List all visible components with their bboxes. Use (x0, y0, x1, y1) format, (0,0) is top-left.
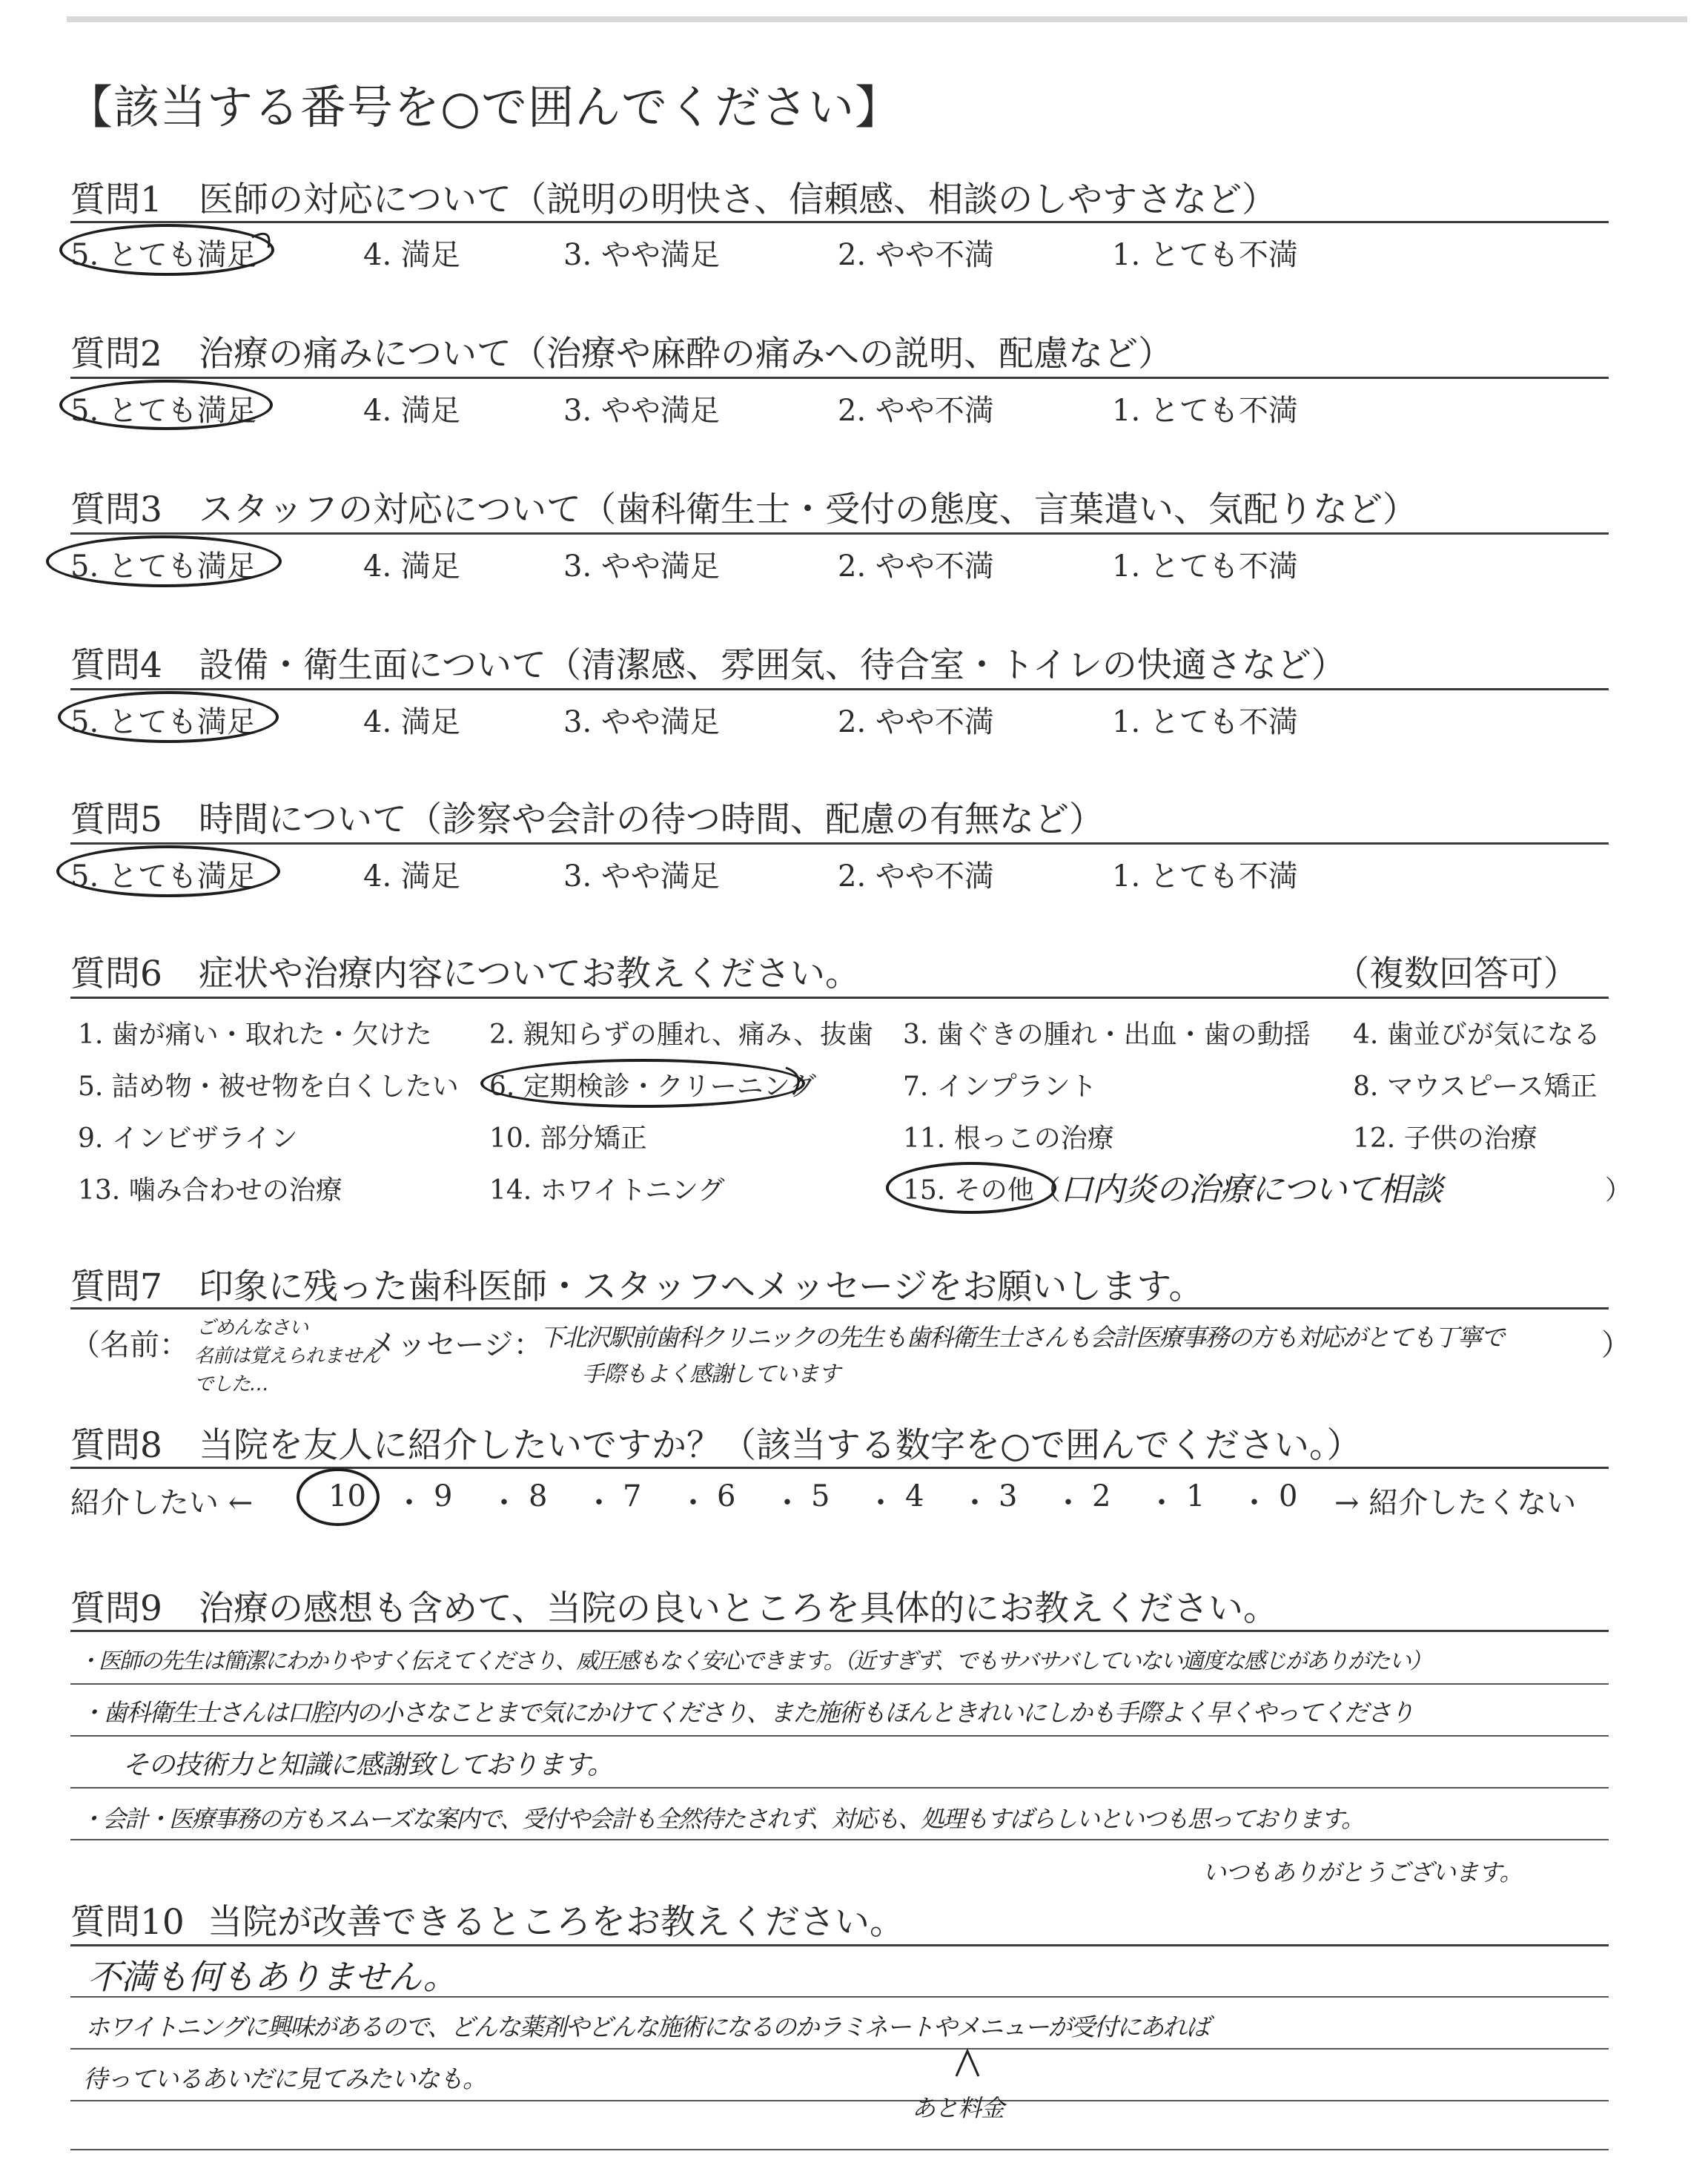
q6-option-13[interactable]: 13. 噛み合わせの治療 (78, 1175, 342, 1206)
q2-text: 治療の痛みについて（治療や麻酔の痛みへの説明、配慮など） (199, 334, 1174, 374)
q10-label: 質問10 (70, 1902, 185, 1943)
page-title: 【該当する番号を○で囲んでください】 (67, 80, 902, 134)
q7-message-label: メッセージ： (367, 1328, 543, 1362)
q3-option-2[interactable]: 2. やや不満 (838, 549, 994, 584)
q6-option-11[interactable]: 11. 根っこの治療 (903, 1123, 1114, 1154)
q6-text: 症状や治療内容についてお教えください。 (199, 954, 861, 994)
q4-option-4[interactable]: 4. 満足 (363, 705, 460, 739)
q9-answer-line-4[interactable]: ・会計・医療事務の方もスムーズな案内で、受付や会計も全然待たされず、対応も、処理もすばらしいといつも思っております。 (80, 1805, 1364, 1833)
q6-option-9[interactable]: 9. インビザライン (78, 1123, 298, 1154)
q4-label: 質問4 (70, 645, 162, 686)
q10-answer-line-3[interactable]: 待っているあいだに見てみたいなも。 (83, 2064, 486, 2093)
q6-option-7[interactable]: 7. インプラント (903, 1071, 1097, 1102)
q8-dot: ・ (1147, 1486, 1176, 1520)
q7-name-label: （名前： (70, 1328, 189, 1362)
q4-option-1[interactable]: 1. とても不満 (1112, 705, 1298, 739)
q7-name-line-3[interactable]: でした… (194, 1373, 269, 1396)
q8-score-6[interactable]: 6 (717, 1479, 736, 1513)
q2-option-5[interactable]: 5. とても満足 (70, 394, 256, 428)
q6-option-8[interactable]: 8. マウスピース矯正 (1353, 1071, 1598, 1102)
q1-option-5[interactable]: 5. とても満足 (70, 238, 256, 272)
q4-option-2[interactable]: 2. やや不満 (838, 705, 994, 739)
q6-option-12[interactable]: 12. 子供の治療 (1353, 1123, 1537, 1154)
q5-option-2[interactable]: 2. やや不満 (838, 859, 994, 894)
q6-option-15[interactable]: 15. その他（ (903, 1175, 1061, 1206)
q5-text: 時間について（診察や会計の待つ時間、配慮の有無など） (199, 799, 1105, 840)
q8-dot: ・ (678, 1486, 708, 1520)
q8-dot: ・ (1053, 1486, 1083, 1520)
q8-dot: ・ (866, 1486, 896, 1520)
q4-text: 設備・衛生面について（清潔感、雰囲気、待合室・トイレの快適さなど） (199, 645, 1346, 686)
q8-score-7[interactable]: 7 (623, 1479, 642, 1513)
q5-option-5[interactable]: 5. とても満足 (70, 859, 256, 894)
q7-label: 質問7 (70, 1266, 162, 1307)
q5-option-3[interactable]: 3. やや満足 (563, 859, 720, 894)
q6-label: 質問6 (70, 954, 162, 994)
q3-text: スタッフの対応について（歯科衛生士・受付の態度、言葉遣い、気配りなど） (199, 489, 1418, 530)
q7-name-line-2[interactable]: 名前は覚えられません (194, 1345, 380, 1367)
q5-option-4[interactable]: 4. 満足 (363, 859, 460, 894)
q7-message-line-1[interactable]: 下北沢駅前歯科クリニックの先生も歯科衛生士さんも会計医療事務の方も対応がとても丁寧で (540, 1323, 1504, 1352)
q2-option-3[interactable]: 3. やや満足 (563, 394, 720, 428)
q1-option-3[interactable]: 3. やや満足 (563, 238, 720, 272)
q9-label: 質問9 (70, 1588, 162, 1629)
q6-option-4[interactable]: 4. 歯並びが気になる (1353, 1020, 1601, 1050)
q6-note: （複数回答可） (1334, 954, 1578, 994)
q3-option-5[interactable]: 5. とても満足 (70, 549, 256, 584)
q10-answer-line-2[interactable]: ホワイトニングに興味があるので、どんな薬剤やどんな施術になるのかラミネートやメニューが受付にあれば (85, 2012, 1209, 2041)
q1-text: 医師の対応について（説明の明快さ、信頼感、相談のしやすさなど） (199, 179, 1277, 220)
q6-other-handwritten[interactable]: 口内炎の治療について相談 (1060, 1171, 1443, 1209)
q8-dot: ・ (772, 1486, 802, 1520)
q8-score-8[interactable]: 8 (529, 1479, 548, 1513)
q1-option-4[interactable]: 4. 満足 (363, 238, 460, 272)
q8-score-1[interactable]: 1 (1186, 1479, 1205, 1513)
q6-option-1[interactable]: 1. 歯が痛い・取れた・欠けた (78, 1020, 432, 1050)
q3-option-4[interactable]: 4. 満足 (363, 549, 460, 584)
q1-circle-tail (252, 234, 269, 248)
q3-label: 質問3 (70, 489, 162, 530)
q2-option-1[interactable]: 1. とても不満 (1112, 394, 1298, 428)
q1-option-1[interactable]: 1. とても不満 (1112, 238, 1298, 272)
q8-score-3[interactable]: 3 (999, 1479, 1018, 1513)
q10-answer-line-1[interactable]: 不満も何もありません。 (87, 1957, 457, 1997)
q6-other-close: ） (1605, 1175, 1632, 1206)
q8-text: 当院を友人に紹介したいですか？（該当する数字を○で囲んでください。） (199, 1425, 1362, 1466)
q6-circle-tail (786, 1068, 798, 1094)
q6-option-2[interactable]: 2. 親知らずの腫れ、痛み、抜歯 (489, 1020, 874, 1050)
q9-text: 治療の感想も含めて、当院の良いところを具体的にお教えください。 (199, 1588, 1279, 1629)
q9-answer-line-3[interactable]: その技術力と知識に感謝致しております。 (122, 1750, 614, 1780)
q5-label: 質問5 (70, 799, 162, 840)
q5-option-1[interactable]: 1. とても不満 (1112, 859, 1298, 894)
q8-score-10[interactable]: 10 (328, 1479, 366, 1513)
q9-answer-line-5[interactable]: いつもありがとうございます。 (1202, 1858, 1523, 1886)
q8-right-label: → 紹介したくない (1334, 1486, 1577, 1520)
q8-score-4[interactable]: 4 (905, 1479, 924, 1513)
q7-message-line-2[interactable]: 手際もよく感謝しています (582, 1361, 840, 1387)
q4-option-5[interactable]: 5. とても満足 (70, 705, 256, 739)
q10-text: 当院が改善できるところをお教えください。 (208, 1902, 904, 1943)
q4-option-3[interactable]: 3. やや満足 (563, 705, 720, 739)
q7-close: ） (1601, 1328, 1631, 1362)
q8-dot: ・ (960, 1486, 990, 1520)
q10-insert-note[interactable]: あと料金 (912, 2094, 1004, 2122)
q8-score-5[interactable]: 5 (811, 1479, 830, 1513)
q3-option-1[interactable]: 1. とても不満 (1112, 549, 1298, 584)
insertion-caret (956, 2051, 979, 2076)
q8-dot: ・ (584, 1486, 614, 1520)
q2-option-4[interactable]: 4. 満足 (363, 394, 460, 428)
q1-option-2[interactable]: 2. やや不満 (838, 238, 994, 272)
q7-name-line-1[interactable]: ごめんなさい (196, 1317, 308, 1339)
q8-label: 質問8 (70, 1425, 162, 1466)
q9-answer-line-1[interactable]: ・医師の先生は簡潔にわかりやすく伝えてくださり、威圧感もなく安心できます。（近すぎず、でもサバサバしていない適度な感じがありがたい） (78, 1648, 1431, 1674)
q8-score-9[interactable]: 9 (434, 1479, 453, 1513)
q9-answer-line-2[interactable]: ・歯科衛生士さんは口腔内の小さなことまで気にかけてくださり、また施術もほんときれいにしかも手際よく早くやってくださり (80, 1698, 1413, 1727)
q8-dot: ・ (489, 1486, 519, 1520)
q6-option-3[interactable]: 3. 歯ぐきの腫れ・出血・歯の動揺 (903, 1020, 1311, 1050)
q6-option-6[interactable]: 6. 定期検診・クリーニング (489, 1071, 817, 1102)
q3-option-3[interactable]: 3. やや満足 (563, 549, 720, 584)
q8-dot: ・ (394, 1486, 424, 1520)
q8-dot: ・ (1239, 1486, 1269, 1520)
q6-option-14[interactable]: 14. ホワイトニング (489, 1175, 725, 1206)
q8-score-0[interactable]: 0 (1279, 1479, 1298, 1513)
q8-left-label: 紹介したい ← (70, 1486, 254, 1520)
q2-option-2[interactable]: 2. やや不満 (838, 394, 994, 428)
q6-option-5[interactable]: 5. 詰め物・被せ物を白くしたい (78, 1071, 459, 1102)
q7-text: 印象に残った歯科医師・スタッフへメッセージをお願いします。 (199, 1266, 1204, 1307)
q8-score-2[interactable]: 2 (1092, 1479, 1111, 1513)
q6-option-10[interactable]: 10. 部分矯正 (489, 1123, 647, 1154)
q2-label: 質問2 (70, 334, 162, 374)
q1-label: 質問1 (70, 179, 162, 220)
